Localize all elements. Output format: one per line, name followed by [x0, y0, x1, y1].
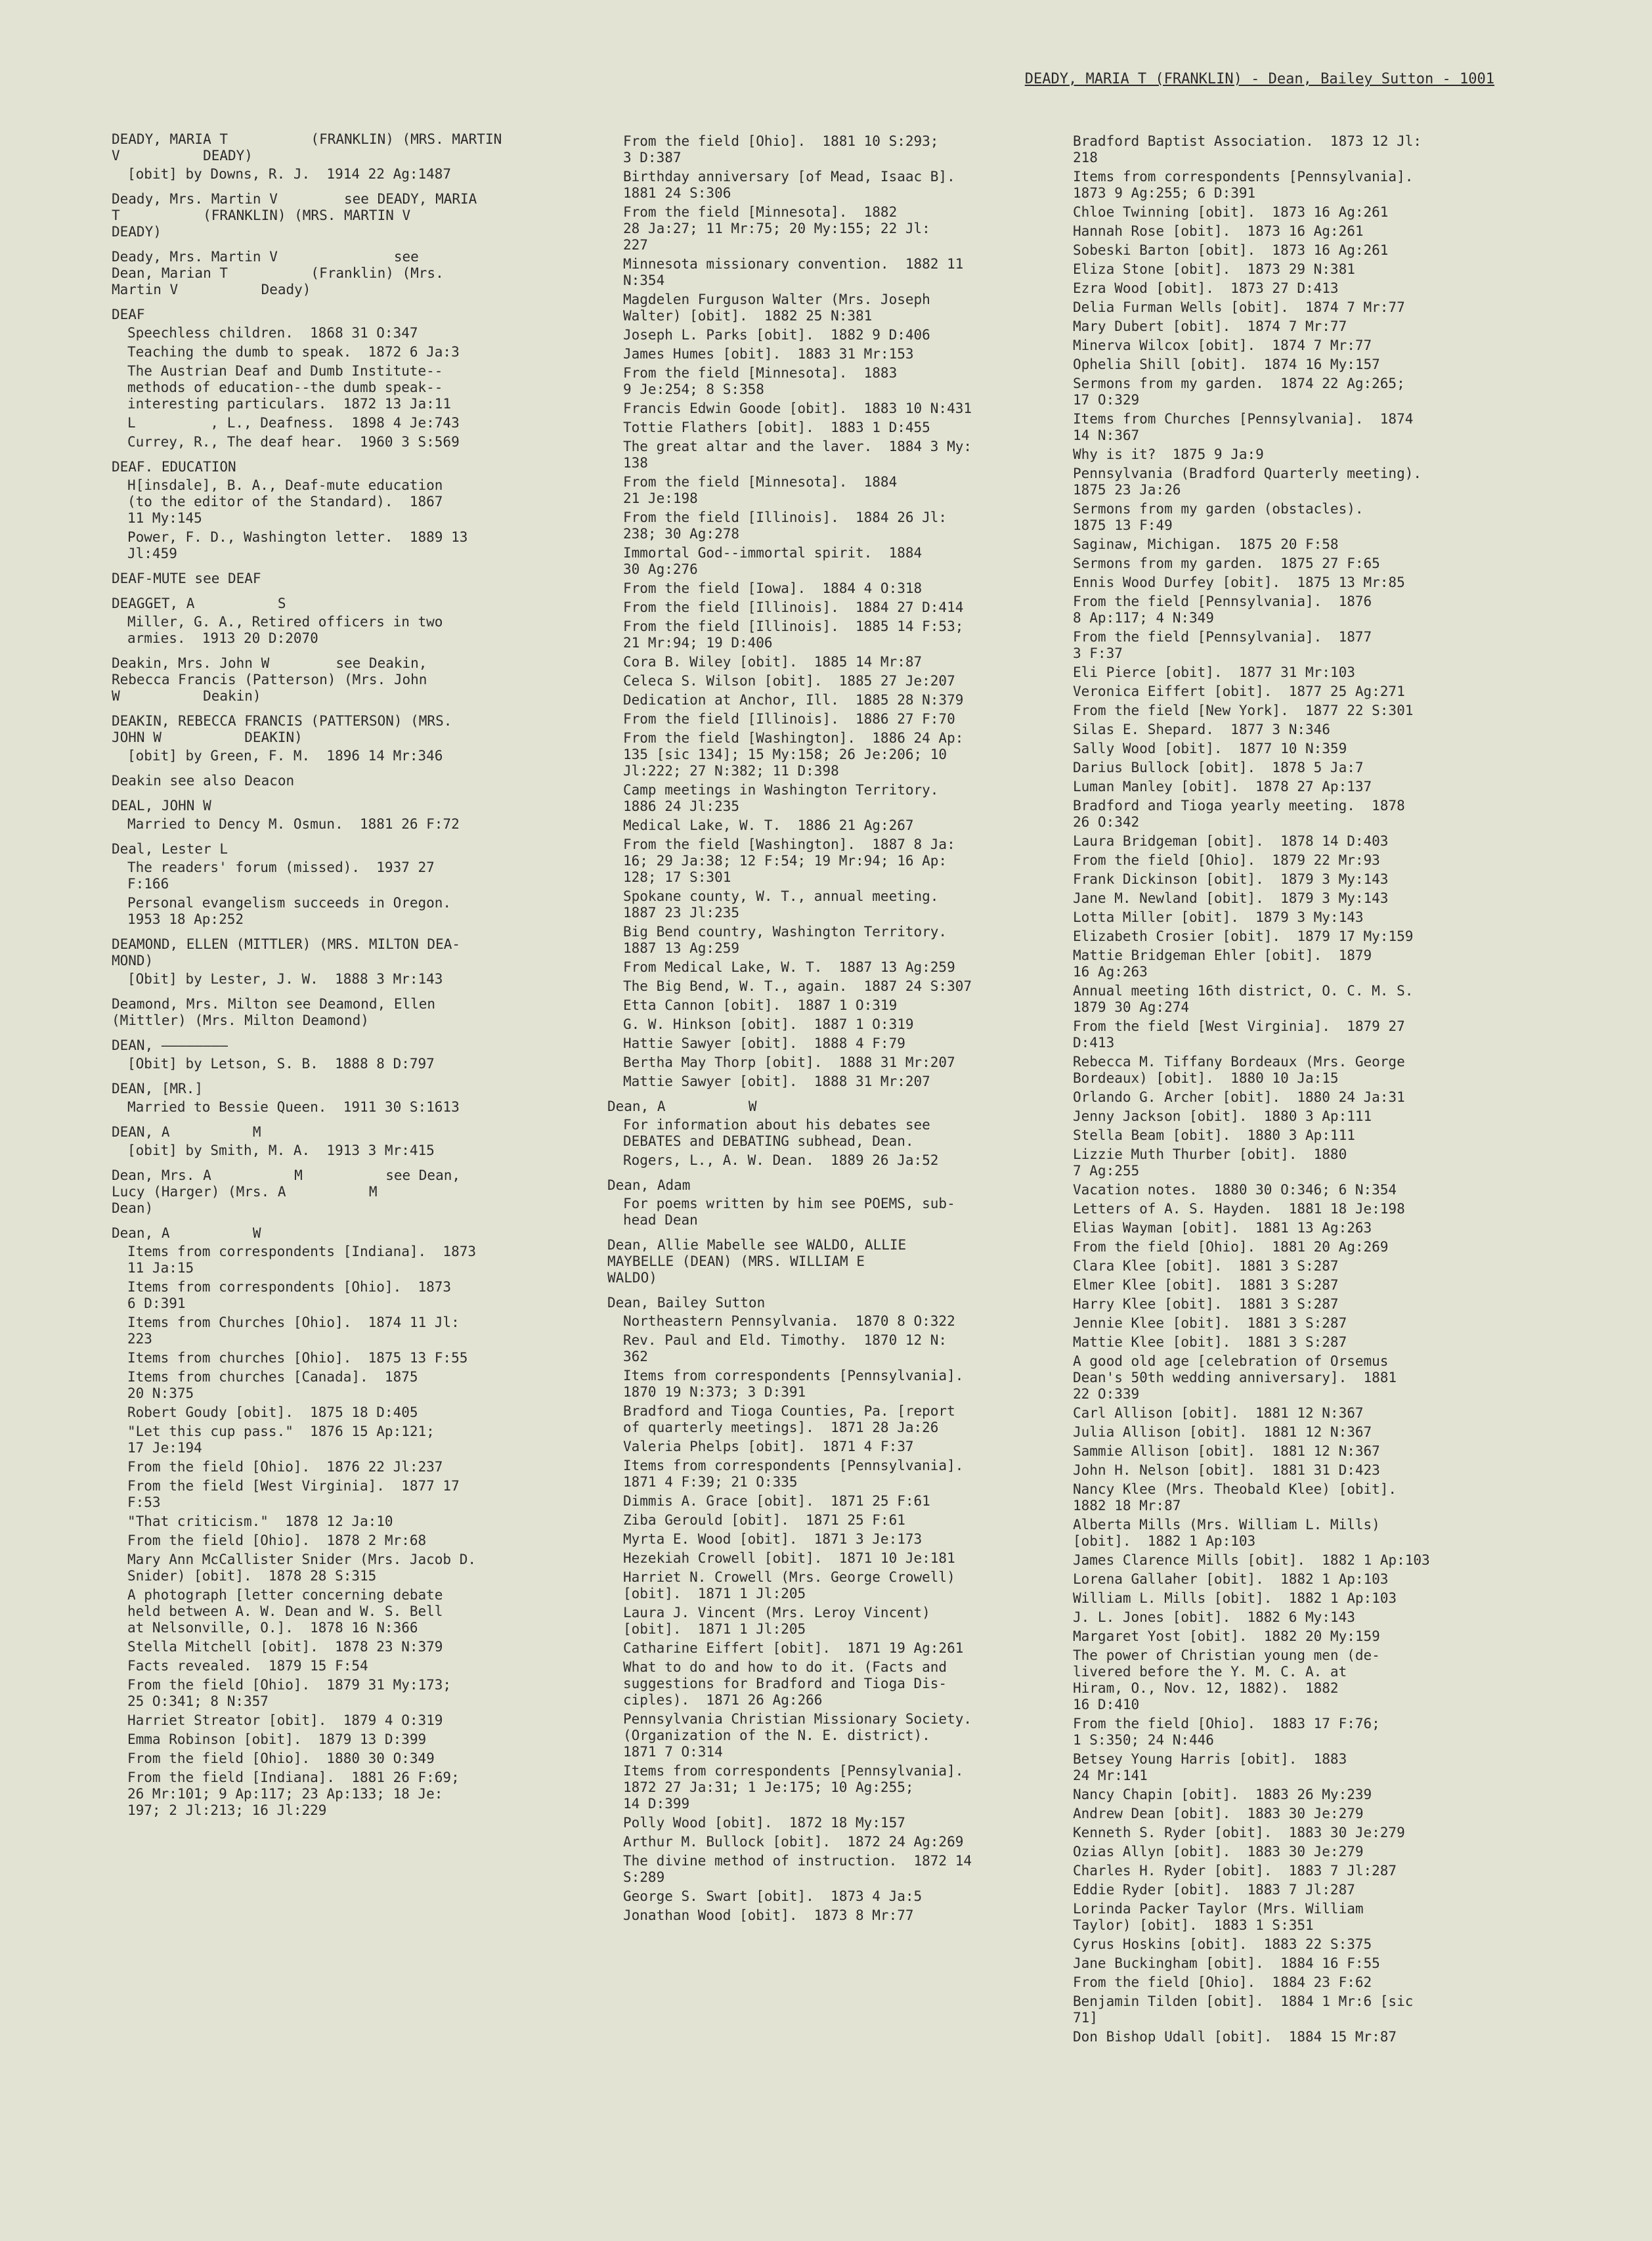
citation-line: Teaching the dumb to speak. 1872 6 Ja:3: [127, 344, 460, 360]
citation-line: From the field [Indiana]. 1881 26 F:69; 26 Mr:101; 9 Ap:117; 23 Ap:133; 18 Je: 197; 2 Jl:213; 16 Jl:229: [127, 1770, 460, 1818]
entry-heading: Dean, Bailey Sutton: [607, 1295, 766, 1311]
citation-line: From the field [Iowa]. 1884 4 O:318: [623, 580, 923, 596]
citation-line: Birthday anniversary [of Mead, Isaac B]. 1881 24 S:306: [623, 169, 955, 201]
citation-line: James Clarence Mills [obit]. 1882 1 Ap:103: [1073, 1552, 1430, 1568]
citation-line: Hezekiah Crowell [obit]. 1871 10 Je:181: [623, 1550, 955, 1566]
index-entry: [112, 191, 538, 240]
citation-line: Spokane county, W. T., annual meeting. 1887 23 Jl:235: [623, 888, 939, 921]
entry-heading: DEAL, JOHN W: [112, 798, 211, 814]
citation-line: Rogers, L., A. W. Dean. 1889 26 Ja:52: [623, 1152, 939, 1168]
index-entry: [112, 655, 538, 705]
citation-line: Lorena Gallaher [obit]. 1882 1 Ap:103: [1073, 1571, 1389, 1587]
citation-line: Harriet N. Crowell (Mrs. George Crowell) [obit]. 1871 1 Jl:205: [623, 1569, 955, 1601]
index-entry: [112, 773, 538, 789]
running-head: DEADY, MARIA T (FRANKLIN) - Dean, Bailey Sutton - 1001: [1024, 71, 1494, 87]
citation-line: Bradford Baptist Association. 1873 12 Jl: 218: [1073, 133, 1422, 165]
entry-heading: Deady, Mrs. Martin V see Dean, Marian T (Franklin) (Mrs. Martin V Deady): [112, 249, 444, 297]
citation-line: For poems written by him see POEMS, sub- head Dean: [623, 1196, 955, 1228]
citation-line: What to do and how to do it. (Facts and suggestions for Bradford and Tioga Dis- ciples). 1871 26 Ag:266: [623, 1659, 947, 1708]
citation-line: George S. Swart [obit]. 1873 4 Ja:5: [623, 1888, 923, 1904]
citation-line: Minnesota missionary convention. 1882 11 N:354: [623, 256, 964, 288]
citation-line: L , L., Deafness. 1898 4 Je:743: [127, 415, 460, 431]
entry-heading: Dean, A W: [607, 1099, 757, 1114]
citation-line: From the field [Ohio]. 1879 31 My:173; 25 O:341; 8 N:357: [127, 1677, 452, 1709]
entry-heading: Dean, Allie Mabelle see WALDO, ALLIE MAYBELLE (DEAN) (MRS. WILLIAM E WALDO): [607, 1237, 907, 1286]
citation-line: Magdelen Furguson Walter (Mrs. Joseph Walter) [obit]. 1882 25 N:381: [623, 292, 930, 324]
citation-line: Items from correspondents [Ohio]. 1873 6 D:391: [127, 1279, 452, 1311]
citation-line: Luman Manley [obit]. 1878 27 Ap:137: [1073, 779, 1372, 794]
citation-line: Cyrus Hoskins [obit]. 1883 22 S:375: [1073, 1936, 1372, 1952]
citation-line: Laura J. Vincent (Mrs. Leroy Vincent) [obit]. 1871 1 Jl:205: [623, 1605, 930, 1637]
citation-line: From the field [Ohio]. 1879 22 Mr:93: [1073, 852, 1380, 868]
index-entry: [112, 936, 538, 988]
citation-line: Jonathan Wood [obit]. 1873 8 Mr:77: [623, 1907, 914, 1923]
citation-line: Don Bishop Udall [obit]. 1884 15 Mr:87: [1073, 2029, 1397, 2045]
citation-line: The power of Christian young men (de- livered before the Y. M. C. A. at Hiram, O., Nov. 12, 1882). 1882 16 D:410: [1073, 1647, 1380, 1712]
entry-heading: Deady, Mrs. Martin V see DEADY, MARIA T (FRANKLIN) (MRS. MARTIN V DEADY): [112, 191, 477, 240]
index-entry: [112, 459, 538, 562]
citation-line: Items from correspondents [Pennsylvania]. 1870 19 N:373; 3 D:391: [623, 1368, 964, 1400]
citation-line: "That criticism." 1878 12 Ja:10: [127, 1513, 393, 1529]
citation-line: "Let this cup pass." 1876 15 Ap:121; 17 Je:194: [127, 1424, 435, 1456]
citation-line: Items from correspondents [Pennsylvania]. 1871 4 F:39; 21 O:335: [623, 1458, 964, 1490]
index-entry: [112, 131, 538, 183]
citation-line: The divine method of instruction. 1872 14 S:289: [623, 1853, 972, 1885]
citation-line: Sermons from my garden. 1875 27 F:65: [1073, 555, 1380, 571]
citation-line: Carl Allison [obit]. 1881 12 N:367: [1073, 1405, 1364, 1421]
citation-line: Medical Lake, W. T. 1886 21 Ag:267: [623, 817, 914, 833]
citation-line: Julia Allison [obit]. 1881 12 N:367: [1073, 1424, 1372, 1440]
citation-line: Items from churches [Canada]. 1875 20 N:375: [127, 1369, 418, 1401]
citation-line: Northeastern Pennsylvania. 1870 8 O:322: [623, 1313, 955, 1329]
citation-line: From Medical Lake, W. T. 1887 13 Ag:259: [623, 959, 955, 975]
index-entry: [607, 133, 1018, 1090]
citation-line: Sermons from my garden. 1874 22 Ag:265; 17 O:329: [1073, 376, 1405, 408]
citation-line: Currey, R., The deaf hear. 1960 3 S:569: [127, 434, 460, 450]
citation-line: Hattie Sawyer [obit]. 1888 4 F:79: [623, 1035, 905, 1051]
citation-line: Stella Beam [obit]. 1880 3 Ap:111: [1073, 1127, 1355, 1143]
entry-heading: DEAN, A M: [112, 1124, 261, 1140]
entry-heading: DEAF-MUTE see DEAF: [112, 571, 261, 586]
citation-line: Mattie Sawyer [obit]. 1888 31 Mr:207: [623, 1074, 930, 1089]
citation-line: Tottie Flathers [obit]. 1883 1 D:455: [623, 420, 930, 435]
citation-line: The readers' forum (missed). 1937 27 F:166: [127, 859, 435, 892]
citation-line: Eddie Ryder [obit]. 1883 7 Jl:287: [1073, 1882, 1355, 1898]
citation-line: From the field [West Virginia]. 1879 27 D:413: [1073, 1018, 1405, 1051]
citation-line: Jenny Jackson [obit]. 1880 3 Ap:111: [1073, 1108, 1372, 1124]
citation-line: Items from correspondents [Indiana]. 1873 11 Ja:15: [127, 1244, 477, 1276]
citation-line: Facts revealed. 1879 15 F:54: [127, 1658, 368, 1674]
citation-line: Harriet Streator [obit]. 1879 4 O:319: [127, 1712, 443, 1728]
citation-line: Ezra Wood [obit]. 1873 27 D:413: [1073, 280, 1339, 296]
citation-line: A photograph [letter concerning debate held between A. W. Dean and W. S. Bell at Nelsonville, O.]. 1878 16 N:366: [127, 1587, 443, 1636]
citation-line: Elias Wayman [obit]. 1881 13 Ag:263: [1073, 1220, 1372, 1236]
citation-line: Camp meetings in Washington Territory. 1886 24 Jl:235: [623, 782, 939, 814]
citation-line: Emma Robinson [obit]. 1879 13 D:399: [127, 1731, 427, 1747]
index-entry: [112, 596, 538, 647]
index-entry: [112, 571, 538, 587]
citation-line: Darius Bullock [obit]. 1878 5 Ja:7: [1073, 760, 1364, 775]
citation-line: John H. Nelson [obit]. 1881 31 D:423: [1073, 1462, 1380, 1478]
citation-line: Elmer Klee [obit]. 1881 3 S:287: [1073, 1277, 1339, 1293]
citation-line: Laura Bridgeman [obit]. 1878 14 D:403: [1073, 833, 1389, 849]
citation-line: J. L. Jones [obit]. 1882 6 My:143: [1073, 1609, 1355, 1625]
entry-heading: DEAKIN, REBECCA FRANCIS (PATTERSON) (MRS. JOHN W DEAKIN): [112, 713, 452, 745]
citation-line: From the field [Ohio]. 1883 17 F:76; 1 S:350; 24 N:446: [1073, 1716, 1380, 1748]
citation-line: Arthur M. Bullock [obit]. 1872 24 Ag:269: [623, 1834, 964, 1850]
citation-line: Jennie Klee [obit]. 1881 3 S:287: [1073, 1315, 1347, 1331]
citation-line: Lizzie Muth Thurber [obit]. 1880 7 Ag:255: [1073, 1146, 1347, 1179]
entry-heading: DEAN, [MR.]: [112, 1081, 204, 1097]
citation-line: G. W. Hinkson [obit]. 1887 1 O:319: [623, 1016, 914, 1032]
citation-line: Jane M. Newland [obit]. 1879 3 My:143: [1073, 890, 1389, 906]
citation-line: Dimmis A. Grace [obit]. 1871 25 F:61: [623, 1493, 930, 1509]
citation-line: Elizabeth Crosier [obit]. 1879 17 My:159: [1073, 928, 1414, 944]
citation-line: Cora B. Wiley [obit]. 1885 14 Mr:87: [623, 654, 923, 670]
citation-line: Stella Mitchell [obit]. 1878 23 N:379: [127, 1639, 443, 1655]
entry-heading: Dean, Adam: [607, 1177, 691, 1193]
citation-line: William L. Mills [obit]. 1882 1 Ap:103: [1073, 1590, 1397, 1606]
citation-line: [Obit] by Letson, S. B. 1888 8 D:797: [127, 1056, 435, 1072]
citation-line: Immortal God--immortal spirit. 1884 30 Ag:276: [623, 545, 923, 577]
citation-line: From the field [Ohio]. 1878 2 Mr:68: [127, 1533, 427, 1548]
citation-line: From the field [Ohio]. 1884 23 F:62: [1073, 1974, 1372, 1990]
citation-line: Rebecca M. Tiffany Bordeaux (Mrs. George Bordeaux) [obit]. 1880 10 Ja:15: [1073, 1054, 1405, 1086]
citation-line: Nancy Chapin [obit]. 1883 26 My:239: [1073, 1787, 1372, 1802]
index-entry: [112, 1037, 538, 1072]
citation-line: From the field [Pennsylvania]. 1876 8 Ap:117; 4 N:349: [1073, 594, 1372, 626]
citation-line: Saginaw, Michigan. 1875 20 F:58: [1073, 536, 1339, 552]
citation-line: Mattie Bridgeman Ehler [obit]. 1879 16 Ag:263: [1073, 947, 1372, 980]
index-entry: [607, 1099, 1018, 1169]
citation-line: Betsey Young Harris [obit]. 1883 24 Mr:141: [1073, 1751, 1347, 1783]
entry-heading: DEAN, ————————: [112, 1037, 228, 1053]
citation-line: [Obit] by Lester, J. W. 1888 3 Mr:143: [127, 971, 443, 987]
citation-line: Married to Bessie Queen. 1911 30 S:1613: [127, 1099, 460, 1115]
citation-line: Sobeski Barton [obit]. 1873 16 Ag:261: [1073, 242, 1389, 258]
index-entry: [607, 1237, 1018, 1286]
citation-line: From the field [New York]. 1877 22 S:301: [1073, 703, 1414, 718]
citation-line: Chloe Twinning [obit]. 1873 16 Ag:261: [1073, 204, 1389, 220]
citation-line: Ennis Wood Durfey [obit]. 1875 13 Mr:85: [1073, 575, 1405, 590]
citation-line: Pennsylvania Christian Missionary Society. (Organization of the N. E. district). 1871 7 O:314: [623, 1711, 972, 1760]
index-entry: [112, 996, 538, 1029]
citation-line: Sally Wood [obit]. 1877 10 N:359: [1073, 741, 1347, 756]
index-column-3: [1057, 131, 1510, 2054]
citation-line: Catharine Eiffert [obit]. 1871 19 Ag:261: [623, 1640, 964, 1656]
index-entry: [607, 1295, 1018, 1924]
index-entry: [112, 841, 538, 928]
citation-line: Andrew Dean [obit]. 1883 30 Je:279: [1073, 1806, 1364, 1821]
citation-line: Sermons from my garden (obstacles). 1875 13 F:49: [1073, 501, 1364, 533]
citation-line: The great altar and the laver. 1884 3 My: 138: [623, 439, 972, 471]
citation-line: Items from correspondents [Pennsylvania]. 1872 27 Ja:31; 1 Je:175; 10 Ag:255; 14 D:399: [623, 1763, 964, 1812]
citation-line: [obit] by Green, F. M. 1896 14 Mr:346: [127, 748, 443, 764]
citation-line: Celeca S. Wilson [obit]. 1885 27 Je:207: [623, 673, 955, 689]
index-entry: [112, 1081, 538, 1116]
citation-line: Speechless children. 1868 31 O:347: [127, 325, 418, 341]
citation-line: A good old age [celebration of Orsemus Dean's 50th wedding anniversary]. 1881 22 O:339: [1073, 1353, 1397, 1402]
citation-line: From the field [Minnesota]. 1882 28 Ja:27; 11 Mr:75; 20 My:155; 22 Jl: 227: [623, 204, 930, 253]
citation-line: Miller, G. A., Retired officers in two armies. 1913 20 D:2070: [127, 614, 443, 646]
entry-heading: Deamond, Mrs. Milton see Deamond, Ellen (Mittler) (Mrs. Milton Deamond): [112, 996, 436, 1028]
citation-line: Letters of A. S. Hayden. 1881 18 Je:198: [1073, 1201, 1405, 1217]
citation-line: Lotta Miller [obit]. 1879 3 My:143: [1073, 909, 1364, 925]
citation-line: Orlando G. Archer [obit]. 1880 24 Ja:31: [1073, 1089, 1405, 1105]
citation-line: Ophelia Shill [obit]. 1874 16 My:157: [1073, 357, 1380, 372]
citation-line: From the field [Ohio]. 1881 20 Ag:269: [1073, 1239, 1389, 1255]
entry-heading: Dean, A W: [112, 1225, 261, 1241]
entry-heading: Deal, Lester L: [112, 841, 228, 857]
citation-line: Big Bend country, Washington Territory. 1887 13 Ag:259: [623, 924, 947, 956]
citation-line: Dedication at Anchor, Ill. 1885 28 N:379: [623, 692, 964, 708]
citation-line: Lorinda Packer Taylor (Mrs. William Taylor) [obit]. 1883 1 S:351: [1073, 1901, 1364, 1933]
citation-line: From the field [West Virginia]. 1877 17 F:53: [127, 1478, 460, 1510]
citation-line: Power, F. D., Washington letter. 1889 13 Jl:459: [127, 529, 468, 561]
index-column-1: [112, 131, 538, 1827]
index-entry: [112, 1167, 538, 1217]
citation-line: Veronica Eiffert [obit]. 1877 25 Ag:271: [1073, 684, 1405, 699]
citation-line: Nancy Klee (Mrs. Theobald Klee) [obit]. 1882 18 Mr:87: [1073, 1481, 1397, 1513]
citation-line: The Austrian Deaf and Dumb Institute-- methods of education--the dumb speak-- interesting particulars. 1872 13 Ja:11: [127, 363, 452, 412]
citation-line: Myrta E. Wood [obit]. 1871 3 Je:173: [623, 1531, 923, 1547]
citation-line: From the field [Washington]. 1887 8 Ja: 16; 29 Ja:38; 12 F:54; 19 Mr:94; 16 Ap: 128; 17 S:301: [623, 837, 955, 885]
citation-line: From the field [Illinois]. 1886 27 F:70: [623, 711, 955, 727]
citation-line: Bradford and Tioga Counties, Pa. [report of quarterly meetings]. 1871 28 Ja:26: [623, 1403, 955, 1435]
citation-line: Clara Klee [obit]. 1881 3 S:287: [1073, 1258, 1339, 1274]
citation-line: Silas E. Shepard. 1877 3 N:346: [1073, 722, 1330, 737]
citation-line: [obit] by Downs, R. J. 1914 22 Ag:1487: [127, 166, 452, 182]
citation-line: From the field [Ohio]. 1880 30 O:349: [127, 1751, 435, 1766]
citation-line: From the field [Illinois]. 1885 14 F:53; 21 Mr:94; 19 D:406: [623, 619, 964, 651]
citation-line: Married to Dency M. Osmun. 1881 26 F:72: [127, 816, 460, 832]
citation-line: Annual meeting 16th district, O. C. M. S. 1879 30 Ag:274: [1073, 983, 1414, 1015]
citation-line: Mattie Klee [obit]. 1881 3 S:287: [1073, 1334, 1347, 1350]
entry-heading: Dean, Mrs. A M see Dean, Lucy (Harger) (Mrs. A M Dean): [112, 1167, 461, 1216]
citation-line: Polly Wood [obit]. 1872 18 My:157: [623, 1815, 905, 1831]
citation-line: Margaret Yost [obit]. 1882 20 My:159: [1073, 1628, 1380, 1644]
citation-line: Etta Cannon [obit]. 1887 1 O:319: [623, 997, 898, 1013]
citation-line: Mary Dubert [obit]. 1874 7 Mr:77: [1073, 318, 1347, 334]
index-entry: [607, 1177, 1018, 1229]
citation-line: Vacation notes. 1880 30 O:346; 6 N:354: [1073, 1182, 1397, 1198]
entry-heading: DEAF. EDUCATION: [112, 459, 236, 475]
citation-line: Rev. Paul and Eld. Timothy. 1870 12 N: 362: [623, 1332, 947, 1364]
citation-line: From the field [Illinois]. 1884 26 Jl: 238; 30 Ag:278: [623, 510, 947, 542]
citation-line: From the field [Pennsylvania]. 1877 3 F:37: [1073, 629, 1372, 661]
index-entry: [112, 798, 538, 833]
citation-line: Hannah Rose [obit]. 1873 16 Ag:261: [1073, 223, 1364, 239]
citation-line: Harry Klee [obit]. 1881 3 S:287: [1073, 1296, 1339, 1312]
citation-line: Ozias Allyn [obit]. 1883 30 Je:279: [1073, 1844, 1364, 1860]
index-column-2: [607, 131, 1018, 1932]
index-entry: [112, 249, 538, 298]
citation-line: Minerva Wilcox [obit]. 1874 7 Mr:77: [1073, 337, 1372, 353]
citation-line: Valeria Phelps [obit]. 1871 4 F:37: [623, 1439, 914, 1454]
citation-line: From the field [Ohio]. 1881 10 S:293; 3 D:387: [623, 133, 939, 165]
citation-line: Kenneth S. Ryder [obit]. 1883 30 Je:279: [1073, 1825, 1405, 1840]
citation-line: Jane Buckingham [obit]. 1884 16 F:55: [1073, 1955, 1380, 1971]
citation-line: Bertha May Thorp [obit]. 1888 31 Mr:207: [623, 1055, 955, 1070]
index-entry: [112, 713, 538, 764]
citation-line: Alberta Mills (Mrs. William L. Mills) [obit]. 1882 1 Ap:103: [1073, 1517, 1380, 1549]
citation-line: H[insdale], B. A., Deaf-mute education (to the editor of the Standard). 1867 11 My:145: [127, 477, 443, 526]
citation-line: Mary Ann McCallister Snider (Mrs. Jacob D. Snider) [obit]. 1878 28 S:315: [127, 1552, 477, 1584]
citation-line: Why is it? 1875 9 Ja:9: [1073, 446, 1264, 462]
citation-line: Eliza Stone [obit]. 1873 29 N:381: [1073, 261, 1355, 277]
citation-line: For information about his debates see DEBATES and DEBATING subhead, Dean.: [623, 1117, 930, 1149]
citation-line: Items from Churches [Ohio]. 1874 11 Jl: 223: [127, 1315, 460, 1347]
citation-line: Francis Edwin Goode [obit]. 1883 10 N:431: [623, 401, 972, 416]
citation-line: Sammie Allison [obit]. 1881 12 N:367: [1073, 1443, 1380, 1459]
citation-line: Personal evangelism succeeds in Oregon. 1953 18 Ap:252: [127, 895, 452, 927]
citation-line: The Big Bend, W. T., again. 1887 24 S:307: [623, 978, 972, 994]
index-entry: [112, 307, 538, 450]
entry-heading: DEAMOND, ELLEN (MITTLER) (MRS. MILTON DEA- MOND): [112, 936, 461, 968]
citation-line: Robert Goudy [obit]. 1875 18 D:405: [127, 1404, 418, 1420]
citation-line: Items from churches [Ohio]. 1875 13 F:55: [127, 1350, 468, 1366]
citation-line: [obit] by Smith, M. A. 1913 3 Mr:415: [127, 1142, 435, 1158]
entry-heading: Deakin, Mrs. John W see Deakin, Rebecca Francis (Patterson) (Mrs. John W Deakin): [112, 655, 427, 704]
citation-line: James Humes [obit]. 1883 31 Mr:153: [623, 346, 914, 362]
citation-line: Pennsylvania (Bradford Quarterly meeting). 1875 23 Ja:26: [1073, 466, 1422, 498]
index-entry: [112, 1124, 538, 1159]
entry-heading: DEAGGET, A S: [112, 596, 286, 611]
citation-line: From the field [Washington]. 1886 24 Ap: 135 [sic 134]; 15 My:158; 26 Je:206; 10 Jl:222; 27 N:382; 11 D:398: [623, 730, 964, 779]
citation-line: From the field [Minnesota]. 1883 9 Je:254; 8 S:358: [623, 365, 898, 397]
citation-line: Eli Pierce [obit]. 1877 31 Mr:103: [1073, 664, 1355, 680]
citation-line: Joseph L. Parks [obit]. 1882 9 D:406: [623, 327, 930, 343]
entry-heading: DEAF: [112, 307, 145, 322]
citation-line: Charles H. Ryder [obit]. 1883 7 Jl:287: [1073, 1863, 1397, 1879]
citation-line: Items from correspondents [Pennsylvania]. 1873 9 Ag:255; 6 D:391: [1073, 169, 1414, 201]
citation-line: Delia Furman Wells [obit]. 1874 7 Mr:77: [1073, 299, 1405, 315]
citation-line: Frank Dickinson [obit]. 1879 3 My:143: [1073, 871, 1389, 887]
citation-line: From the field [Minnesota]. 1884 21 Je:198: [623, 474, 898, 506]
entry-heading: DEADY, MARIA T (FRANKLIN) (MRS. MARTIN V DEADY): [112, 131, 502, 163]
citation-line: From the field [Ohio]. 1876 22 Jl:237: [127, 1459, 443, 1475]
index-entry: [112, 1225, 538, 1819]
citation-line: Bradford and Tioga yearly meeting. 1878 26 O:342: [1073, 798, 1405, 830]
citation-line: Ziba Gerould [obit]. 1871 25 F:61: [623, 1512, 905, 1528]
citation-line: Items from Churches [Pennsylvania]. 1874 14 N:367: [1073, 411, 1414, 443]
index-entry: [1057, 133, 1510, 2045]
entry-heading: Deakin see also Deacon: [112, 773, 295, 789]
citation-line: From the field [Illinois]. 1884 27 D:414: [623, 599, 964, 615]
citation-line: Benjamin Tilden [obit]. 1884 1 Mr:6 [sic 71]: [1073, 1993, 1414, 2026]
